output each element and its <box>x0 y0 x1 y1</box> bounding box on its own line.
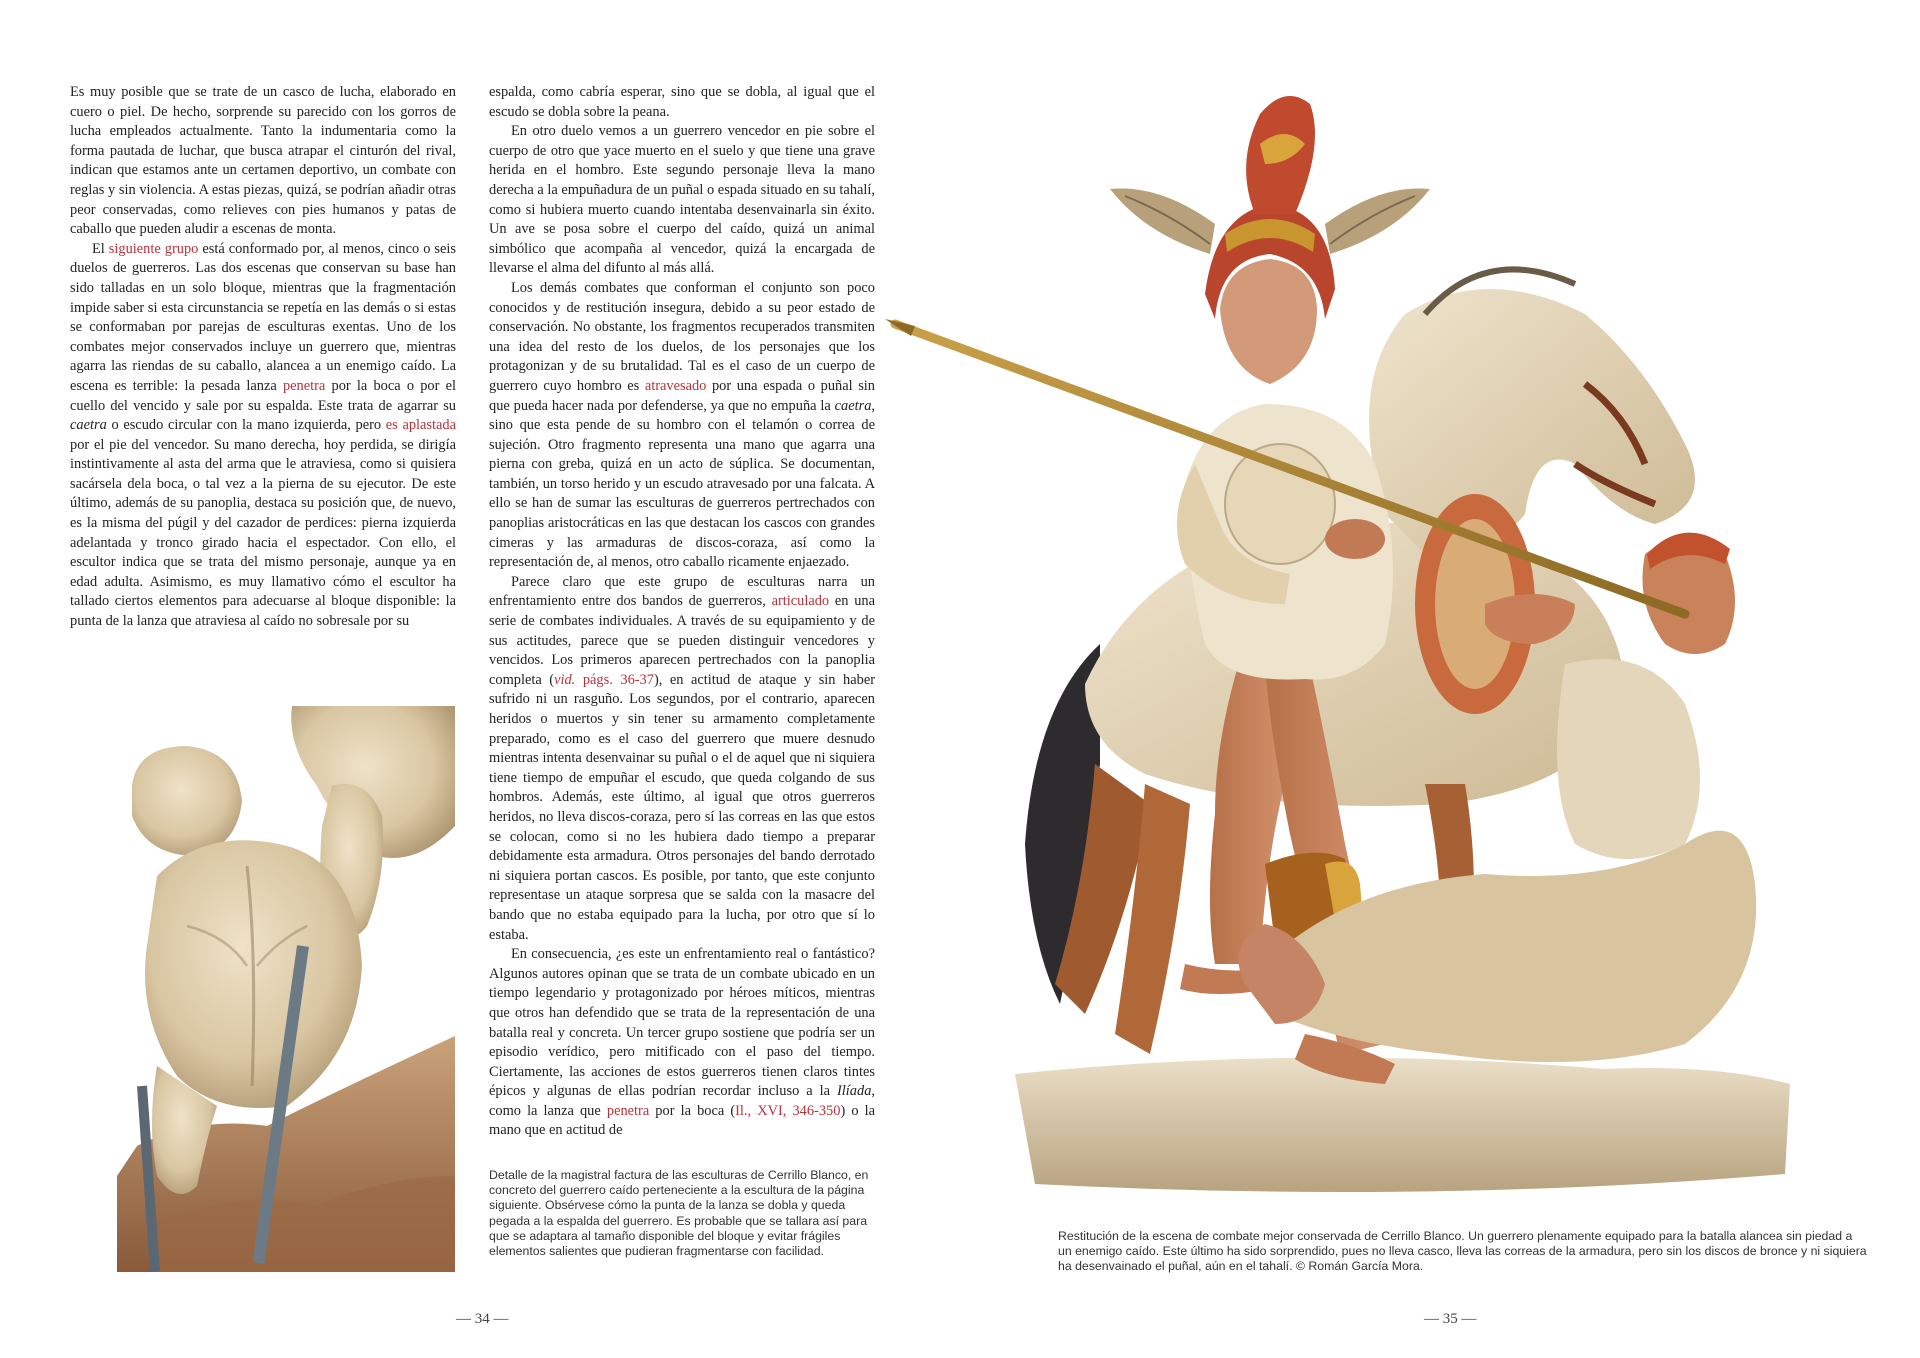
page-number-right: — 35 — <box>1424 1311 1477 1327</box>
citation-link[interactable]: Il., XVI, 346-350 <box>735 1102 841 1119</box>
paragraph: espalda, como cabría esperar, sino que se dobla, al igual que el escudo se dobla sobre la peana. <box>489 84 875 120</box>
sculpture-detail-photo <box>117 706 455 1272</box>
photo-caption-left: Detalle de la magistral factura de las esculturas de Cerrillo Blanco, en concreto del guerrero caído perteneciente a la escultura de la página siguiente. Obsérvese cómo la punta de la lanza se dobla y queda pegada a la espalda del guerrero. Es probable que se tallara así para que se adaptara al tamaño disponible del bloque y evitar frágiles elementos salientes que pudieran fragmentarse con facilidad. <box>489 1168 869 1259</box>
cross-reference-link[interactable]: atravesado <box>644 377 707 394</box>
cross-reference-link[interactable]: penetra <box>606 1102 650 1119</box>
text-column-right <box>489 83 875 1141</box>
text-column-left <box>70 83 456 632</box>
paragraph: En otro duelo vemos a un guerrero vencedor en pie sobre el cuerpo de otro que yace muerto en el suelo y que tiene una grave herida en el hombro. Este segundo personaje lleva la mano derecha a la empuñadura de un puñal o espada situado en su tahalí, como si hubiera muerto cuando intentaba desenvainarla sin éxito. Un ave se posa sobre el cuerpo del caído, quizá un animal simbólico que acompaña al vencedor, quizá la encargada de llevarse el alma del difunto al más allá. <box>489 123 875 277</box>
paragraph: El siguiente grupo está conformado por, al menos, cinco o seis duelos de guerreros. Las dos escenas que conservan su base han sido talladas en un solo bloque, mientras que la fragmentación impide saber si esta circunstancia se repetía en las demás o si estas se conformaban por parejas de esculturas exentas. Uno de los combates mejor conservados incluye un guerrero que, mientras agarra las riendas de su caballo, alancea a un enemigo caído. La escena es terrible: la pesada lanza penetra por la boca o por el cuello del vencido y sale por su espalda. Este trata de agarrar su caetra o escudo circular con la mano izquierda, pero es aplastada por el pie del vencedor. Su mano derecha, hoy perdida, se dirigía instintivamente al asta del arma que le atraviesa, como si quisiera sacársela dela boca, o tal vez a la pierna de su ejecutor. De este último, además de su panoplia, destaca su posición que, de nuevo, es la misma del púgil y del cazador de perdices: pierna izquierda adelantada y tronco girado hacia el espectador. Con ello, el escultor indica que se trata del mismo personaje, aunque ya en edad adulta. Asimismo, es muy llamativo cómo el escultor ha tallado ciertos elementos para adecuarse al bloque disponible: la punta de la lanza que atraviesa al caído no sobresale por su <box>70 240 456 630</box>
page-reference-link[interactable]: págs. 36-37 <box>582 671 654 688</box>
photo-caption-right: Restitución de la escena de combate mejor conservada de Cerrillo Blanco. Un guerrero plenamente equipado para la batalla alancea sin piedad a un enemigo caído. Este último ha sido sorprendido, pues no lleva casco, lleva las correas de la armadura, pero sin los discos de bronce y ni siquiera ha desenvainado el puñal, aún en el tahalí. © Román García Mora. <box>1058 1229 1867 1274</box>
cross-reference-link[interactable]: siguiente grupo <box>108 240 199 257</box>
helmet-wing-right <box>1325 188 1430 254</box>
paragraph: Es muy posible que se trate de un casco de lucha, elaborado en cuero o piel. De hecho, sorprende su parecido con los gorros de lucha empleados actualmente. Tanto la indumentaria como la forma pautada de luchar, que busca atrapar el cinturón del rival, indican que estamos ante un certamen deportivo, un combate con reglas y sin violencia. A estas piezas, quizá, se podrían añadir otras peor conservadas, como relieves con pies humanos y patas de caballo que pueden aludir a escenas de monta. <box>70 84 456 238</box>
helmet-wing-left <box>1110 188 1215 254</box>
cross-reference-link[interactable]: articulado <box>771 593 830 610</box>
paragraph: Parece claro que este grupo de esculturas narra un enfrentamiento entre dos bandos de guerreros, articulado en una serie de combates individuales. A través de su equipamiento y de sus actitudes, parece que se pueden distinguir vencedores y vencidos. Los primeros aparecen pertrechados con la panoplia completa (vid. págs. 36-37), en actitud de ataque y sin haber sufrido ni un rasguño. Los segundos, por el contrario, aparecen heridos o muertos y sin tener su armamento completamente preparado, como es el caso del guerrero que muere desnudo mientras intenta desenvainar su puñal o el de aquel que ni siquiera tiene tiempo de empuñar el escudo, que queda colgando de sus hombros. Además, este último, al igual que otros guerreros heridos, no lleva discos-coraza, pero sí las correas en las que estos se colocan, como si no les hubiera dado tiempo a preparar debidamente esta armadura. Otros personajes del bando derrotado ni siquiera portan cascos. Es posible, por tanto, que este conjunto representase un ataque sorpresa que se salda con la masacre del bando que no estaba equipado para la lucha, por otro que sí lo estaba. <box>489 573 875 943</box>
page-number-left: — 34 — <box>456 1311 509 1327</box>
cross-reference-link[interactable]: es aplastada <box>385 417 456 434</box>
paragraph: En consecuencia, ¿es este un enfrentamiento real o fantástico? Algunos autores opinan que se trata de un combate ubicado en un tiempo legendario y protagonizado por héroes míticos, mientras que otros han defendido que se trata de la representación de una batalla real y concreta. Un tercer grupo sostiene que podría ser un episodio verídico, pero mitificado con el paso del tiempo. Ciertamente, las acciones de estos guerreros tienen claros tintes épicos y algunas de ellas podrían recordar incluso a la Ilíada, como la lanza que penetra por la boca (Il., XVI, 346-350) o la mano que en actitud de <box>489 946 875 1139</box>
cross-reference-link[interactable]: penetra <box>282 377 326 394</box>
paragraph: Los demás combates que conforman el conjunto son poco conocidos y de restitución insegura, debido a su peor estado de conservación. No obstante, los fragmentos recuperados transmiten una idea del resto de los duelos, de los personajes que los protagonizan y de su brutalidad. Tal es el caso de un cuerpo de guerrero cuyo hombro es atravesado por una espada o puñal sin que pueda hacer nada por defenderse, ya que no empuña la caetra, sino que esta pende de su hombro con el telamón o correa de sujeción. Otro fragmento representa una mano que agarra una pierna con greba, quizá en un acto de súplica. Se documentan, también, un torso herido y un escudo atravesado por una falcata. A ello se han de sumar las esculturas de guerreros pertrechados con panoplias aristocráticas en las que destacan los cascos con grandes cimeras y las armaduras de discos-coraza, así como la representación de, al menos, otro caballo ricamente enjaezado. <box>489 279 875 571</box>
sculpture-base <box>1015 1058 1790 1192</box>
sculpture-restitution-illustration <box>885 84 1875 1224</box>
